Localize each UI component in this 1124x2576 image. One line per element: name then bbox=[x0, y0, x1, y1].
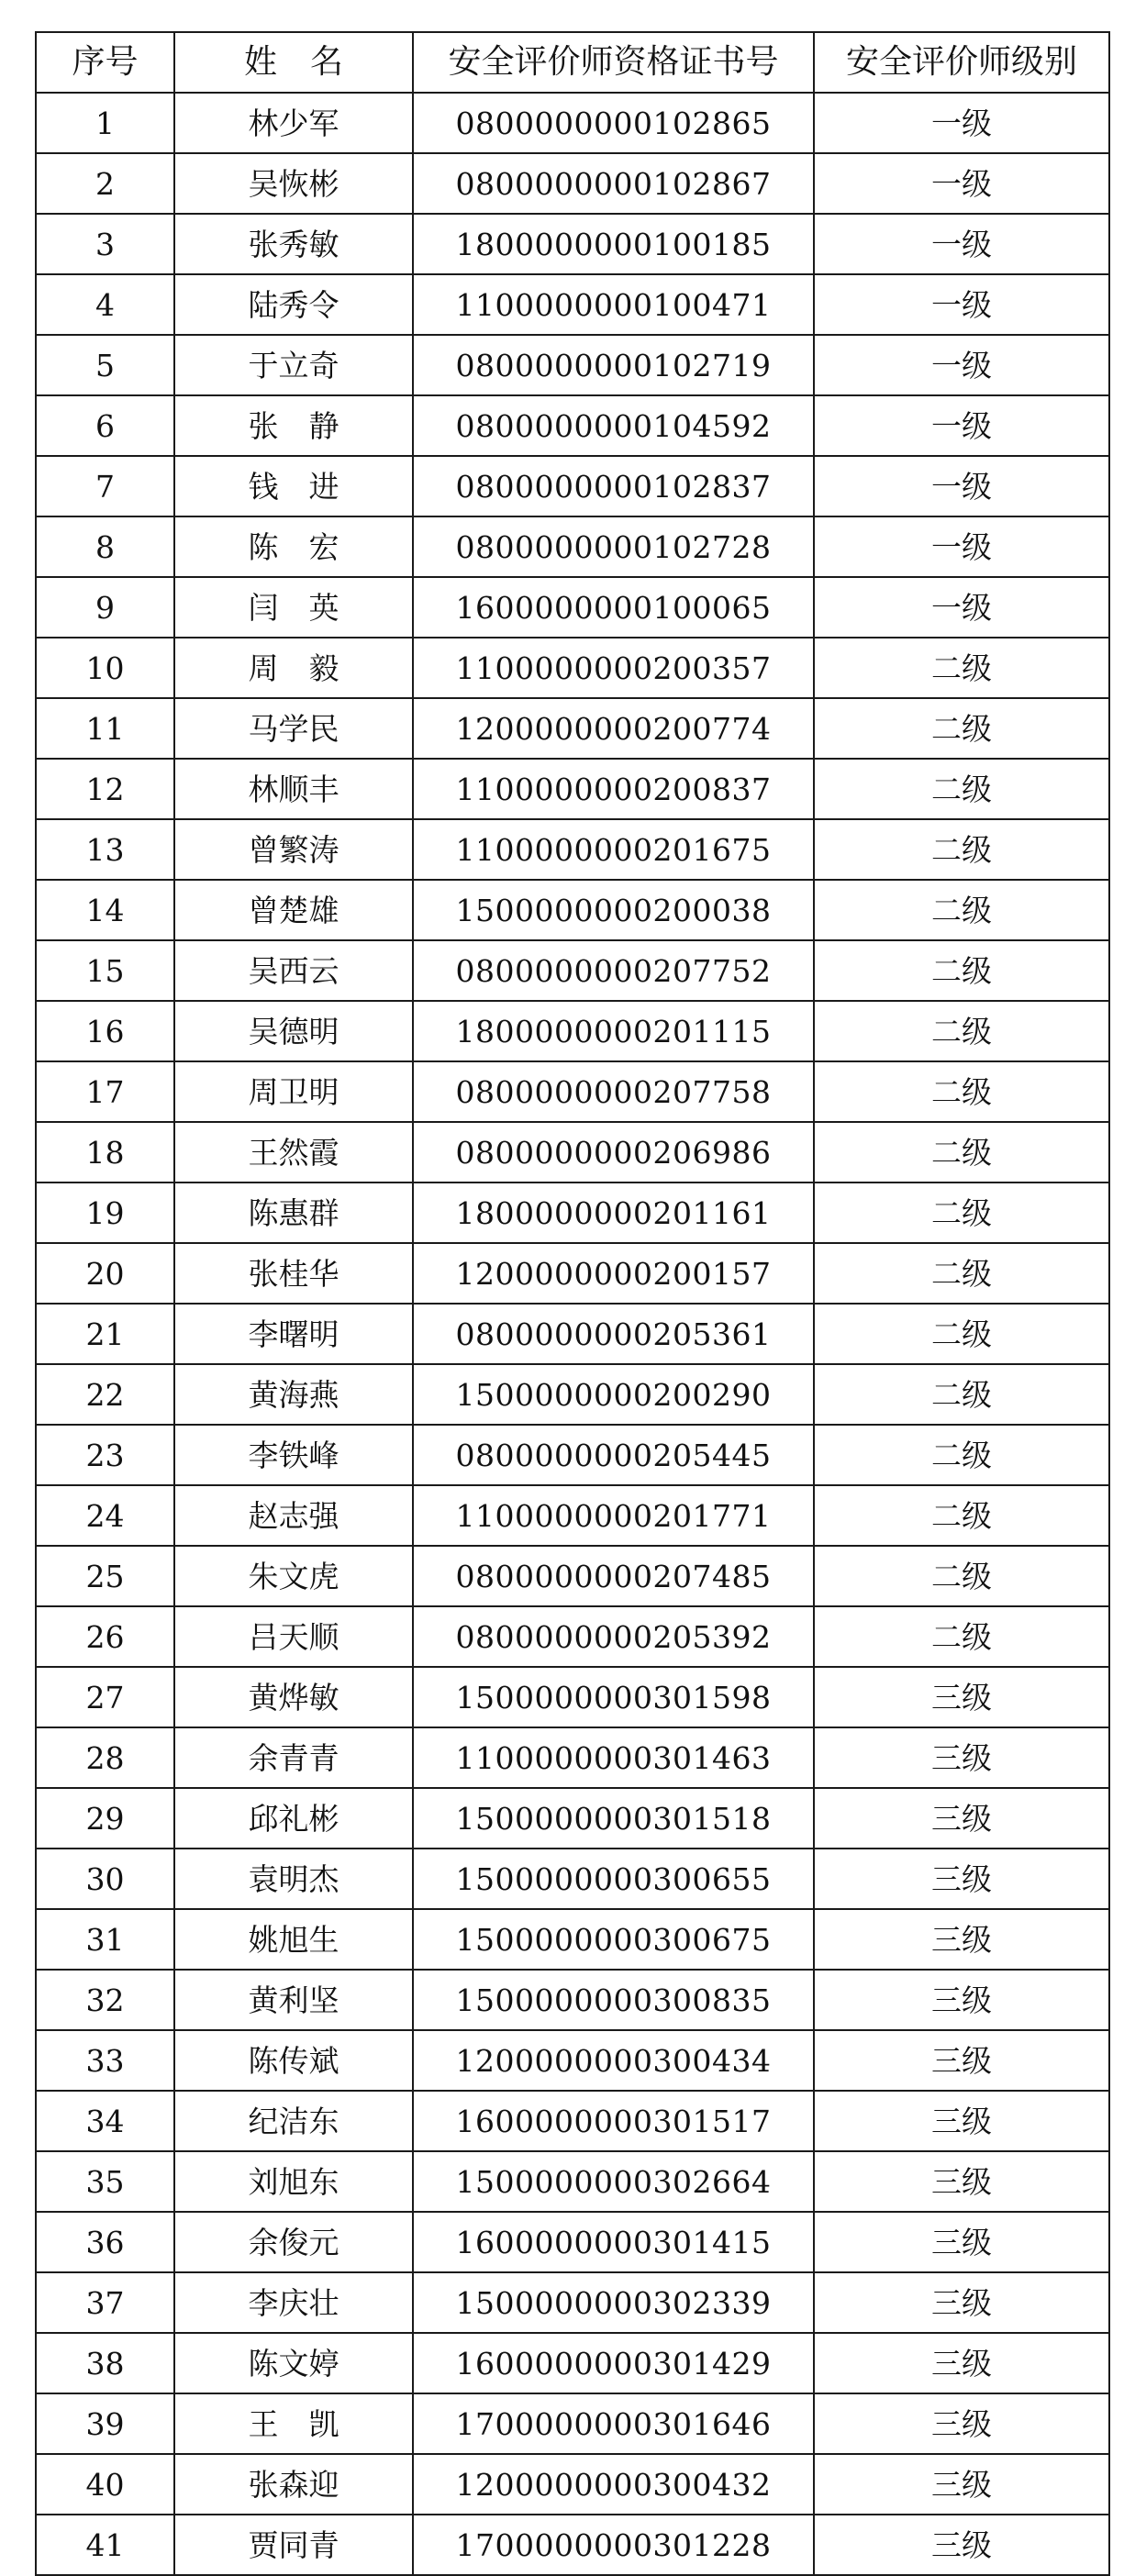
evaluator-table bbox=[35, 31, 1110, 2576]
name-cell: 赵志强 bbox=[174, 1485, 413, 1546]
serial-cell: 35 bbox=[36, 2151, 174, 2212]
name-cell: 纪洁东 bbox=[174, 2091, 413, 2151]
table-row bbox=[36, 2515, 1109, 2575]
certificate-cell: 0800000000104592 bbox=[413, 395, 814, 456]
name-cell: 黄利坚 bbox=[174, 1970, 413, 2030]
name-cell: 贾同青 bbox=[174, 2515, 413, 2575]
level-cell: 二级 bbox=[814, 1061, 1109, 1122]
table-row bbox=[36, 1727, 1109, 1788]
table-row bbox=[36, 1425, 1109, 1485]
serial-cell: 38 bbox=[36, 2333, 174, 2393]
serial-cell: 33 bbox=[36, 2030, 174, 2091]
table-row bbox=[36, 1667, 1109, 1727]
level-cell: 三级 bbox=[814, 2272, 1109, 2333]
name-cell: 陈文婷 bbox=[174, 2333, 413, 2393]
certificate-cell: 0800000000207758 bbox=[413, 1061, 814, 1122]
level-cell: 二级 bbox=[814, 1243, 1109, 1304]
name-cell: 余青青 bbox=[174, 1727, 413, 1788]
certificate-cell: 0800000000102865 bbox=[413, 93, 814, 153]
table-row bbox=[36, 1849, 1109, 1909]
level-cell: 二级 bbox=[814, 1606, 1109, 1667]
serial-cell: 26 bbox=[36, 1606, 174, 1667]
certificate-cell: 0800000000102728 bbox=[413, 516, 814, 577]
certificate-cell: 1700000000301646 bbox=[413, 2393, 814, 2454]
serial-cell: 22 bbox=[36, 1364, 174, 1425]
serial-cell: 21 bbox=[36, 1304, 174, 1364]
name-cell: 李曙明 bbox=[174, 1304, 413, 1364]
table-row bbox=[36, 2454, 1109, 2515]
table-row bbox=[36, 1909, 1109, 1970]
level-cell: 一级 bbox=[814, 274, 1109, 335]
name-cell: 邱礼彬 bbox=[174, 1788, 413, 1849]
certificate-cell: 1700000000301228 bbox=[413, 2515, 814, 2575]
certificate-cell: 1100000000200357 bbox=[413, 638, 814, 698]
level-cell: 二级 bbox=[814, 1425, 1109, 1485]
certificate-cell: 1100000000200837 bbox=[413, 759, 814, 819]
table-row bbox=[36, 1304, 1109, 1364]
serial-cell: 34 bbox=[36, 2091, 174, 2151]
certificate-cell: 1100000000100471 bbox=[413, 274, 814, 335]
level-cell: 三级 bbox=[814, 2515, 1109, 2575]
certificate-cell: 1200000000300432 bbox=[413, 2454, 814, 2515]
name-cell: 于立奇 bbox=[174, 335, 413, 395]
name-cell: 姚旭生 bbox=[174, 1909, 413, 1970]
table-row bbox=[36, 93, 1109, 153]
serial-cell: 10 bbox=[36, 638, 174, 698]
level-cell: 三级 bbox=[814, 2151, 1109, 2212]
table-row bbox=[36, 2272, 1109, 2333]
level-cell: 一级 bbox=[814, 335, 1109, 395]
certificate-cell: 0800000000205445 bbox=[413, 1425, 814, 1485]
name-cell: 曾繁涛 bbox=[174, 819, 413, 880]
serial-cell: 20 bbox=[36, 1243, 174, 1304]
table-row bbox=[36, 1546, 1109, 1606]
name-cell: 张桂华 bbox=[174, 1243, 413, 1304]
certificate-cell: 1100000000301463 bbox=[413, 1727, 814, 1788]
table-row bbox=[36, 2091, 1109, 2151]
certificate-cell: 1800000000201161 bbox=[413, 1183, 814, 1243]
serial-cell: 15 bbox=[36, 940, 174, 1001]
name-cell: 陆秀令 bbox=[174, 274, 413, 335]
name-cell: 马学民 bbox=[174, 698, 413, 759]
level-cell: 一级 bbox=[814, 214, 1109, 274]
level-cell: 三级 bbox=[814, 2454, 1109, 2515]
serial-cell: 40 bbox=[36, 2454, 174, 2515]
serial-cell: 23 bbox=[36, 1425, 174, 1485]
serial-cell: 19 bbox=[36, 1183, 174, 1243]
header-serial: 序号 bbox=[36, 32, 174, 93]
name-cell: 周卫明 bbox=[174, 1061, 413, 1122]
name-cell: 张 静 bbox=[174, 395, 413, 456]
serial-cell: 24 bbox=[36, 1485, 174, 1546]
level-cell: 一级 bbox=[814, 395, 1109, 456]
table-row bbox=[36, 1122, 1109, 1183]
table-row bbox=[36, 1970, 1109, 2030]
serial-cell: 29 bbox=[36, 1788, 174, 1849]
level-cell: 二级 bbox=[814, 1364, 1109, 1425]
certificate-cell: 1200000000200157 bbox=[413, 1243, 814, 1304]
name-cell: 袁明杰 bbox=[174, 1849, 413, 1909]
level-cell: 二级 bbox=[814, 1183, 1109, 1243]
table-row bbox=[36, 577, 1109, 638]
name-cell: 黄烨敏 bbox=[174, 1667, 413, 1727]
table-row bbox=[36, 2333, 1109, 2393]
certificate-cell: 1100000000201675 bbox=[413, 819, 814, 880]
level-cell: 二级 bbox=[814, 759, 1109, 819]
level-cell: 一级 bbox=[814, 456, 1109, 516]
table-row bbox=[36, 940, 1109, 1001]
level-cell: 二级 bbox=[814, 1304, 1109, 1364]
serial-cell: 25 bbox=[36, 1546, 174, 1606]
serial-cell: 8 bbox=[36, 516, 174, 577]
level-cell: 三级 bbox=[814, 1727, 1109, 1788]
serial-cell: 2 bbox=[36, 153, 174, 214]
level-cell: 二级 bbox=[814, 698, 1109, 759]
serial-cell: 39 bbox=[36, 2393, 174, 2454]
level-cell: 三级 bbox=[814, 1909, 1109, 1970]
serial-cell: 16 bbox=[36, 1001, 174, 1061]
name-cell: 张秀敏 bbox=[174, 214, 413, 274]
name-cell: 陈惠群 bbox=[174, 1183, 413, 1243]
name-cell: 王然霞 bbox=[174, 1122, 413, 1183]
serial-cell: 27 bbox=[36, 1667, 174, 1727]
serial-cell: 5 bbox=[36, 335, 174, 395]
name-cell: 钱 进 bbox=[174, 456, 413, 516]
name-cell: 朱文虎 bbox=[174, 1546, 413, 1606]
serial-cell: 32 bbox=[36, 1970, 174, 2030]
level-cell: 二级 bbox=[814, 1485, 1109, 1546]
certificate-cell: 0800000000102719 bbox=[413, 335, 814, 395]
serial-cell: 7 bbox=[36, 456, 174, 516]
name-cell: 李铁峰 bbox=[174, 1425, 413, 1485]
table-row bbox=[36, 2393, 1109, 2454]
level-cell: 三级 bbox=[814, 2091, 1109, 2151]
certificate-cell: 1200000000300434 bbox=[413, 2030, 814, 2091]
name-cell: 黄海燕 bbox=[174, 1364, 413, 1425]
serial-cell: 11 bbox=[36, 698, 174, 759]
level-cell: 三级 bbox=[814, 1788, 1109, 1849]
certificate-cell: 1600000000100065 bbox=[413, 577, 814, 638]
level-cell: 三级 bbox=[814, 1970, 1109, 2030]
level-cell: 一级 bbox=[814, 153, 1109, 214]
table-row bbox=[36, 1485, 1109, 1546]
name-cell: 林少军 bbox=[174, 93, 413, 153]
name-cell: 吴德明 bbox=[174, 1001, 413, 1061]
name-cell: 吴恢彬 bbox=[174, 153, 413, 214]
name-cell: 曾楚雄 bbox=[174, 880, 413, 940]
serial-cell: 6 bbox=[36, 395, 174, 456]
certificate-cell: 1600000000301429 bbox=[413, 2333, 814, 2393]
header-name: 姓 名 bbox=[174, 32, 413, 93]
level-cell: 一级 bbox=[814, 93, 1109, 153]
table-row bbox=[36, 516, 1109, 577]
certificate-cell: 1500000000301598 bbox=[413, 1667, 814, 1727]
table-row bbox=[36, 1243, 1109, 1304]
name-cell: 吕天顺 bbox=[174, 1606, 413, 1667]
name-cell: 张森迎 bbox=[174, 2454, 413, 2515]
serial-cell: 3 bbox=[36, 214, 174, 274]
serial-cell: 30 bbox=[36, 1849, 174, 1909]
certificate-cell: 1800000000201115 bbox=[413, 1001, 814, 1061]
table-row bbox=[36, 214, 1109, 274]
serial-cell: 37 bbox=[36, 2272, 174, 2333]
certificate-cell: 1500000000300675 bbox=[413, 1909, 814, 1970]
certificate-cell: 1200000000200774 bbox=[413, 698, 814, 759]
level-cell: 一级 bbox=[814, 516, 1109, 577]
header-level: 安全评价师级别 bbox=[814, 32, 1109, 93]
table-row bbox=[36, 759, 1109, 819]
level-cell: 三级 bbox=[814, 2212, 1109, 2272]
name-cell: 吴西云 bbox=[174, 940, 413, 1001]
certificate-cell: 0800000000206986 bbox=[413, 1122, 814, 1183]
serial-cell: 41 bbox=[36, 2515, 174, 2575]
certificate-cell: 1500000000301518 bbox=[413, 1788, 814, 1849]
level-cell: 三级 bbox=[814, 2393, 1109, 2454]
table-row bbox=[36, 153, 1109, 214]
serial-cell: 31 bbox=[36, 1909, 174, 1970]
level-cell: 二级 bbox=[814, 819, 1109, 880]
serial-cell: 14 bbox=[36, 880, 174, 940]
level-cell: 三级 bbox=[814, 2333, 1109, 2393]
table-row bbox=[36, 698, 1109, 759]
certificate-cell: 1500000000300835 bbox=[413, 1970, 814, 2030]
table-row bbox=[36, 456, 1109, 516]
evaluator-list-sheet bbox=[35, 31, 1108, 2563]
certificate-cell: 1600000000301517 bbox=[413, 2091, 814, 2151]
certificate-cell: 1600000000301415 bbox=[413, 2212, 814, 2272]
serial-cell: 36 bbox=[36, 2212, 174, 2272]
certificate-cell: 0800000000102837 bbox=[413, 456, 814, 516]
name-cell: 刘旭东 bbox=[174, 2151, 413, 2212]
certificate-cell: 0800000000205361 bbox=[413, 1304, 814, 1364]
name-cell: 李庆壮 bbox=[174, 2272, 413, 2333]
level-cell: 二级 bbox=[814, 940, 1109, 1001]
certificate-cell: 1500000000200290 bbox=[413, 1364, 814, 1425]
name-cell: 陈传斌 bbox=[174, 2030, 413, 2091]
table-row bbox=[36, 2030, 1109, 2091]
serial-cell: 1 bbox=[36, 93, 174, 153]
certificate-cell: 0800000000207752 bbox=[413, 940, 814, 1001]
header-row bbox=[36, 32, 1109, 93]
table-row bbox=[36, 1001, 1109, 1061]
name-cell: 王 凯 bbox=[174, 2393, 413, 2454]
certificate-cell: 1100000000201771 bbox=[413, 1485, 814, 1546]
table-row bbox=[36, 1061, 1109, 1122]
certificate-cell: 1800000000100185 bbox=[413, 214, 814, 274]
level-cell: 一级 bbox=[814, 577, 1109, 638]
table-row bbox=[36, 2212, 1109, 2272]
level-cell: 二级 bbox=[814, 1001, 1109, 1061]
level-cell: 二级 bbox=[814, 1122, 1109, 1183]
table-row bbox=[36, 819, 1109, 880]
serial-cell: 28 bbox=[36, 1727, 174, 1788]
certificate-cell: 1500000000300655 bbox=[413, 1849, 814, 1909]
serial-cell: 13 bbox=[36, 819, 174, 880]
name-cell: 陈 宏 bbox=[174, 516, 413, 577]
table-row bbox=[36, 1364, 1109, 1425]
certificate-cell: 0800000000207485 bbox=[413, 1546, 814, 1606]
certificate-cell: 0800000000102867 bbox=[413, 153, 814, 214]
table-row bbox=[36, 1183, 1109, 1243]
table-row bbox=[36, 880, 1109, 940]
name-cell: 闫 英 bbox=[174, 577, 413, 638]
level-cell: 三级 bbox=[814, 2030, 1109, 2091]
name-cell: 周 毅 bbox=[174, 638, 413, 698]
name-cell: 林顺丰 bbox=[174, 759, 413, 819]
table-row bbox=[36, 274, 1109, 335]
certificate-cell: 1500000000302664 bbox=[413, 2151, 814, 2212]
table-row bbox=[36, 1606, 1109, 1667]
level-cell: 三级 bbox=[814, 1849, 1109, 1909]
serial-cell: 18 bbox=[36, 1122, 174, 1183]
header-certificate: 安全评价师资格证书号 bbox=[413, 32, 814, 93]
serial-cell: 12 bbox=[36, 759, 174, 819]
name-cell: 余俊元 bbox=[174, 2212, 413, 2272]
table-row bbox=[36, 2151, 1109, 2212]
level-cell: 二级 bbox=[814, 638, 1109, 698]
table-row bbox=[36, 335, 1109, 395]
certificate-cell: 1500000000302339 bbox=[413, 2272, 814, 2333]
serial-cell: 9 bbox=[36, 577, 174, 638]
serial-cell: 17 bbox=[36, 1061, 174, 1122]
level-cell: 二级 bbox=[814, 880, 1109, 940]
table-row bbox=[36, 638, 1109, 698]
serial-cell: 4 bbox=[36, 274, 174, 335]
table-row bbox=[36, 395, 1109, 456]
certificate-cell: 1500000000200038 bbox=[413, 880, 814, 940]
level-cell: 二级 bbox=[814, 1546, 1109, 1606]
table-row bbox=[36, 1788, 1109, 1849]
level-cell: 三级 bbox=[814, 1667, 1109, 1727]
certificate-cell: 0800000000205392 bbox=[413, 1606, 814, 1667]
